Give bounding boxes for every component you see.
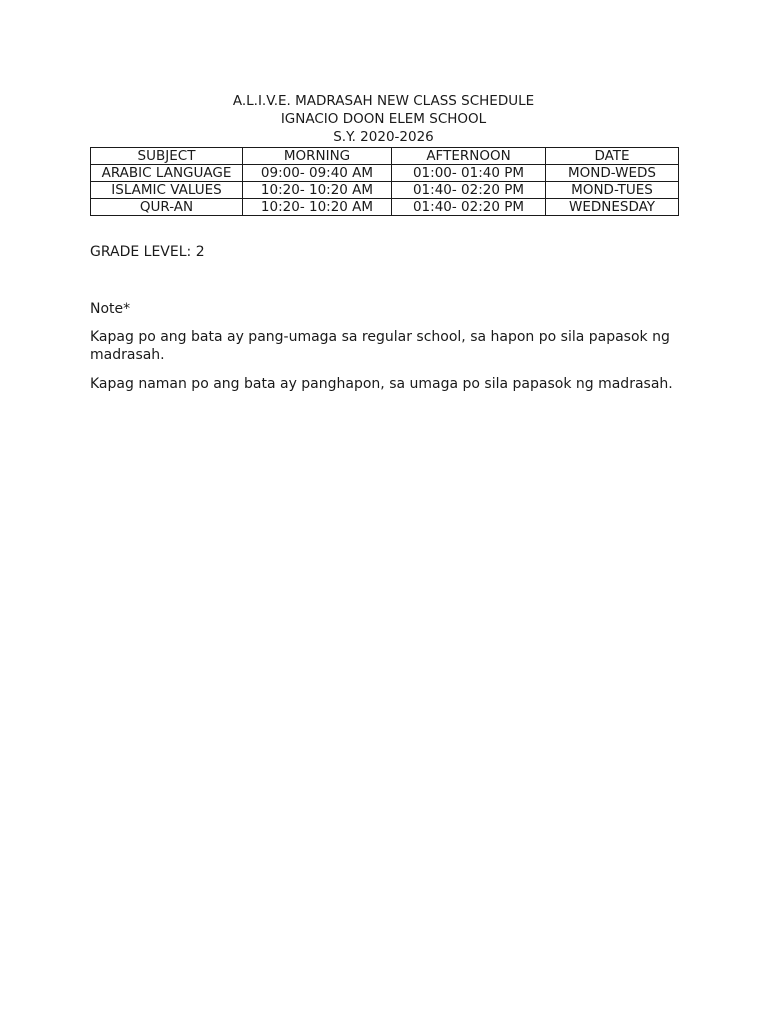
table-header-row — [91, 148, 679, 165]
cell-morning: 10:20- 10:20 AM — [243, 182, 392, 199]
table-row — [91, 199, 679, 216]
cell-subject: ARABIC LANGUAGE — [91, 165, 243, 182]
class-schedule-table — [90, 147, 679, 216]
column-header-date: DATE — [546, 148, 679, 165]
note-title: Note* — [90, 301, 131, 317]
table-row — [91, 182, 679, 199]
cell-subject: ISLAMIC VALUES — [91, 182, 243, 199]
school-year: S.Y. 2020-2026 — [333, 129, 434, 145]
cell-afternoon: 01:00- 01:40 PM — [392, 165, 546, 182]
note-paragraph: Kapag naman po ang bata ay panghapon, sa umaga po sila papasok ng madrasah. — [90, 376, 673, 392]
cell-morning: 10:20- 10:20 AM — [243, 199, 392, 216]
cell-date: WEDNESDAY — [546, 199, 679, 216]
cell-date: MOND-WEDS — [546, 165, 679, 182]
cell-afternoon: 01:40- 02:20 PM — [392, 199, 546, 216]
document-title: A.L.I.V.E. MADRASAH NEW CLASS SCHEDULE — [232, 93, 535, 109]
grade-level: GRADE LEVEL: 2 — [90, 244, 205, 260]
note-paragraph: Kapag po ang bata ay pang-umaga sa regular school, sa hapon po sila papasok ng madrasah. — [90, 329, 670, 363]
cell-morning: 09:00- 09:40 AM — [243, 165, 392, 182]
column-header-morning: MORNING — [243, 148, 392, 165]
cell-subject: QUR-AN — [91, 199, 243, 216]
table-row — [91, 165, 679, 182]
school-name: IGNACIO DOON ELEM SCHOOL — [280, 111, 487, 127]
column-header-afternoon: AFTERNOON — [392, 148, 546, 165]
column-header-subject: SUBJECT — [91, 148, 243, 165]
cell-date: MOND-TUES — [546, 182, 679, 199]
document-header — [90, 92, 677, 146]
cell-afternoon: 01:40- 02:20 PM — [392, 182, 546, 199]
